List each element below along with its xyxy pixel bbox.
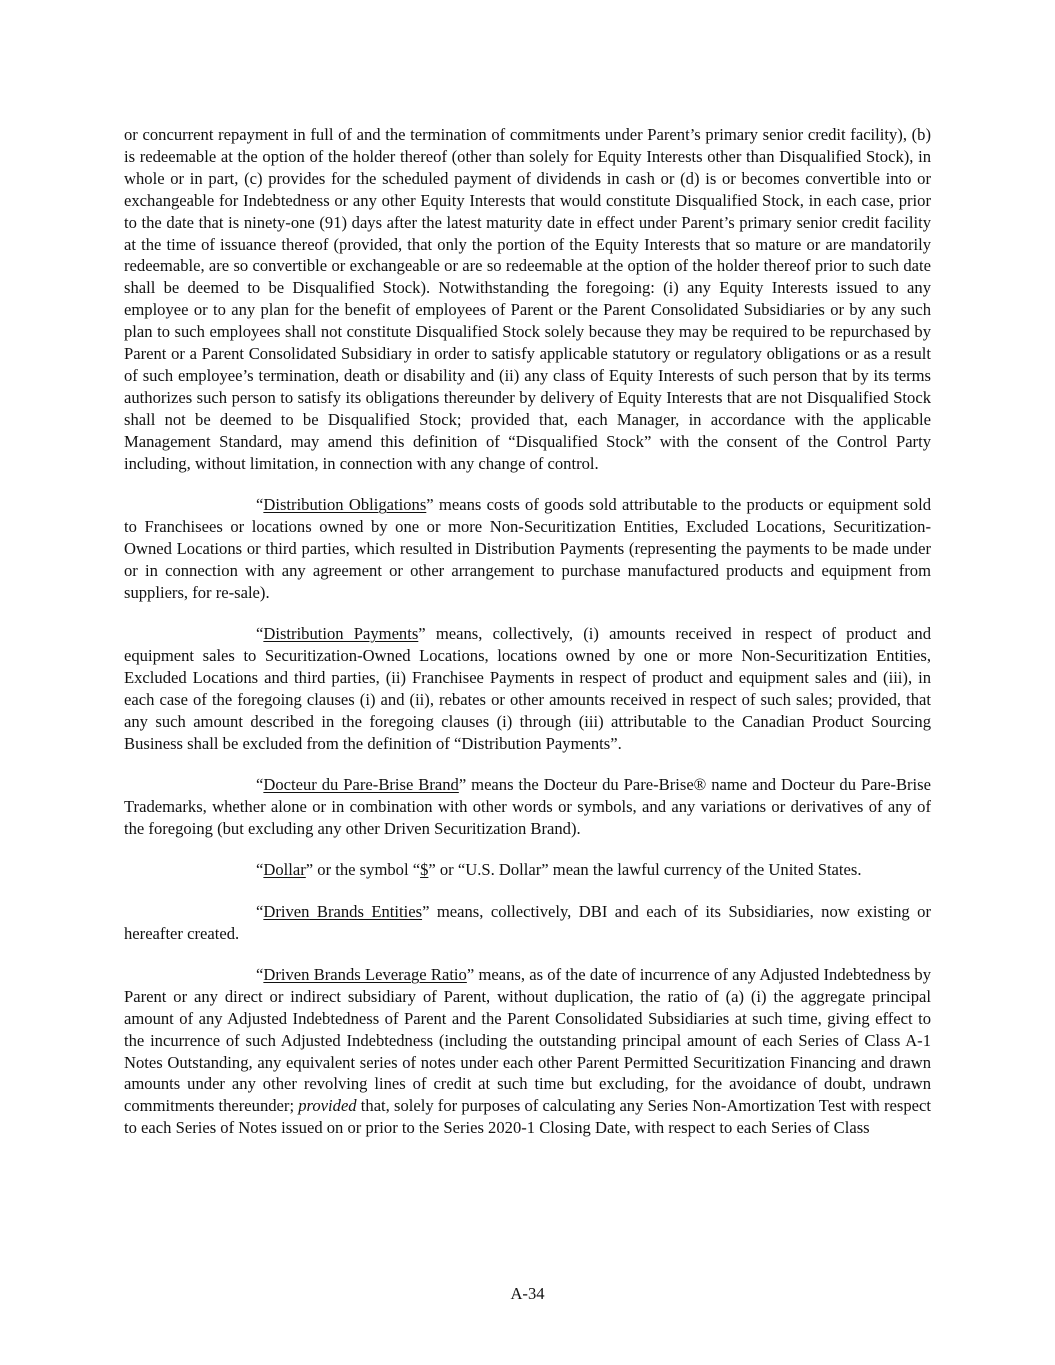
emphasis-text: provided xyxy=(298,1096,357,1116)
body-text: “ xyxy=(256,495,264,514)
body-text: “ xyxy=(256,901,264,921)
defined-term: Dollar xyxy=(263,860,306,880)
defined-term: Driven Brands Entities xyxy=(263,901,423,921)
paragraph-disqualified-stock-continued xyxy=(124,124,931,475)
body-text: ” means the Docteur du Pare-Brise® name and Docteur du Pare-Brise Trademarks, whether alone or in combination with other words or symbols, and any variations or derivatives of any of the foregoing (but excluding any other Driven Securitization Brand). xyxy=(124,774,931,838)
defined-term: Distribution Payments xyxy=(263,624,419,644)
paragraph-driven-brands-entities xyxy=(124,901,931,945)
paragraph-distribution-obligations xyxy=(124,494,931,604)
body-text: “ xyxy=(256,624,264,644)
body-text: ” means, as of the date of incurrence of any Adjusted Indebtedness by Parent or any direct or indirect subsidiary of Parent, without duplication, the ratio of (a) (i) the aggregate principal amount of any Adjusted Indebtedness of Parent and the Parent Consolidated Subsidiaries at such time, giving effect to the incurrence of such Adjusted Indebtedness (including the outstanding principal amount of each Series of Class A-1 Notes Outstanding, any equivalent series of notes under each other Parent Permitted Securitization Financing and drawn amounts under any other revolving lines of credit at such time but excluding, for the avoidance of doubt, undrawn commitments thereunder; xyxy=(124,964,931,1116)
body-text: “ xyxy=(256,964,264,984)
body-text: “ xyxy=(256,860,264,880)
body-text: ” means, collectively, DBI and each of its Subsidiaries, now existing or hereafter created. xyxy=(124,901,931,943)
body-text: ” means, collectively, (i) amounts received in respect of product and equipment sales to Securitization-Owned Locations, locations owned by one or more Non-Securitization Entities, Excluded Locations and third parties, (ii) Franchisee Payments in respect of product and equipment sales and (iii), in each case of the foregoing clauses (i) and (ii), rebates or other amounts received in respect of such sales; provided, that any such amount described in the foregoing clauses (i) through (iii) attributable to the Canadian Product Sourcing Business shall be excluded from the definition of “Distribution Payments”. xyxy=(124,624,931,753)
defined-term: Driven Brands Leverage Ratio xyxy=(263,964,467,984)
paragraph-distribution-payments xyxy=(124,623,931,754)
defined-term: Distribution Obligations xyxy=(263,495,427,514)
body-text: ” or the symbol “ xyxy=(305,860,421,880)
body-text: or concurrent repayment in full of and the termination of commitments under Parent’s primary senior credit facility), (b) is redeemable at the option of the holder thereof (other than solely for Equity Interests other than Disqualified Stock), in whole or in part, (c) provides for the scheduled payment of dividends in cash or (d) is or becomes convertible into or exchangeable for Indebtedness or any other Equity Interests that would constitute Disqualified Stock, in each case, prior to the date that is ninety-one (91) days after the latest maturity date in effect under Parent’s primary senior credit facility at the time of issuance thereof (provided, that only the portion of the Equity Interests that so mature or are mandatorily redeemable, are so convertible or exchangeable or are so redeemable at the option of the holder thereof prior to such date shall be deemed to be Disqualified Stock). Notwithstanding the foregoing: (i) any Equity Interests issued to any employee or to any plan for the benefit of employees of Parent or the Parent Consolidated Subsidiaries or by any such plan to such employees shall not constitute Disqualified Stock solely because they may be required to be repurchased by Parent or a Parent Consolidated Subsidiary in order to satisfy applicable statutory or regulatory obligations or as a result of such employee’s termination, death or disability and (ii) any class of Equity Interests of such person that by its terms authorizes such person to satisfy its obligations thereunder by delivery of Equity Interests that are not Disqualified Stock shall not be deemed to be Disqualified Stock; provided that, each Manager, in accordance with the applicable Management Standard, may amend this definition of “Disqualified Stock” with the consent of the Control Party including, without limitation, in connection with any change of control. xyxy=(124,125,931,473)
defined-term: Docteur du Pare-Brise Brand xyxy=(263,774,459,794)
document-body xyxy=(124,124,931,1159)
defined-term: $ xyxy=(420,860,429,880)
paragraph-docteur-du-pare-brise-brand xyxy=(124,774,931,840)
body-text: ” means costs of goods sold attributable to the products or equipment sold to Franchisees or locations owned by one or more Non-Securitization Entities, Excluded Locations, Securitization-Owned Locations or third parties, which resulted in Distribution Payments (representing the payments to be made under or in connection with any agreement or other arrangement to purchase manufactured products and equipment from suppliers, for re-sale). xyxy=(124,495,931,602)
paragraph-dollar xyxy=(124,859,931,881)
body-text: ” or “U.S. Dollar” mean the lawful currency of the United States. xyxy=(428,860,862,880)
paragraph-driven-brands-leverage-ratio xyxy=(124,964,931,1139)
body-text: that, solely for purposes of calculating any Series Non-Amortization Test with respect to each Series of Notes issued on or prior to the Series 2020-1 Closing Date, with respect to each Series of Class xyxy=(124,1096,931,1138)
body-text: “ xyxy=(256,774,264,794)
page-number: A-34 xyxy=(510,1284,545,1303)
